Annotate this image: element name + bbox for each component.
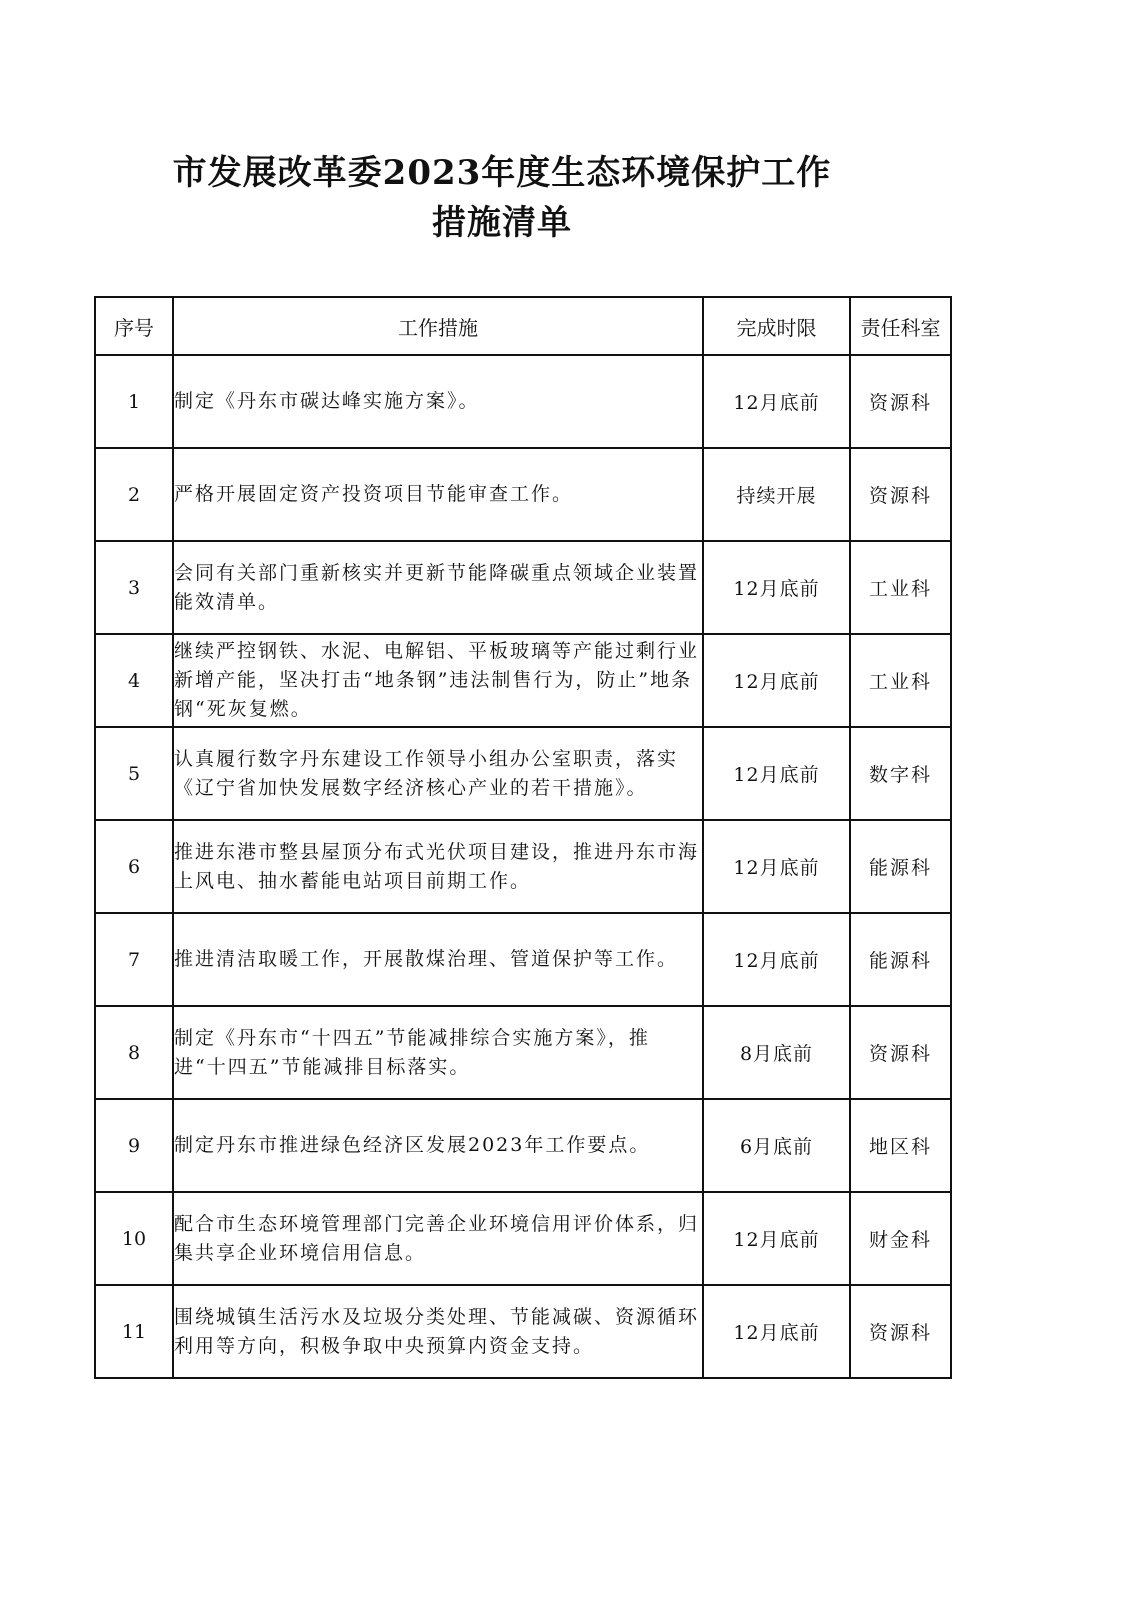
row-measure: 继续严控钢铁、水泥、电解铝、平板玻璃等产能过剩行业新增产能，坚决打击“地条钢”违法制售行为，防止”地条钢“死灰复燃。 [173,634,703,727]
table-row [95,634,951,727]
row-measure: 围绕城镇生活污水及垃圾分类处理、节能减碳、资源循环利用等方向，积极争取中央预算内资金支持。 [173,1285,703,1378]
table-row [95,820,951,913]
header-dept: 责任科室 [850,297,951,355]
table-row [95,913,951,1006]
row-num: 10 [95,1192,173,1285]
row-dept: 地区科 [850,1099,951,1192]
row-dept: 工业科 [850,634,951,727]
row-num: 6 [95,820,173,913]
row-measure: 制定丹东市推进绿色经济区发展2023年工作要点。 [173,1099,703,1192]
row-num: 2 [95,448,173,541]
row-deadline: 12月底前 [703,355,850,448]
row-measure: 制定《丹东市碳达峰实施方案》。 [173,355,703,448]
header-deadline: 完成时限 [703,297,850,355]
row-measure: 会同有关部门重新核实并更新节能降碳重点领域企业装置能效清单。 [173,541,703,634]
row-dept: 资源科 [850,448,951,541]
header-measure: 工作措施 [173,297,703,355]
row-measure: 推进东港市整县屋顶分布式光伏项目建设，推进丹东市海上风电、抽水蓄能电站项目前期工作。 [173,820,703,913]
table-row [95,1285,951,1378]
title-line-2: 措施清单 [432,203,572,243]
row-num: 1 [95,355,173,448]
row-measure: 严格开展固定资产投资项目节能审查工作。 [173,448,703,541]
row-deadline: 12月底前 [703,1192,850,1285]
table-row [95,355,951,448]
row-num: 3 [95,541,173,634]
row-dept: 资源科 [850,1285,951,1378]
row-deadline: 12月底前 [703,913,850,1006]
table-row [95,1192,951,1285]
row-deadline: 12月底前 [703,727,850,820]
row-deadline: 6月底前 [703,1099,850,1192]
row-deadline: 12月底前 [703,634,850,727]
row-dept: 能源科 [850,820,951,913]
row-dept: 能源科 [850,913,951,1006]
row-dept: 资源科 [850,1006,951,1099]
title-line-1: 市发展改革委2023年度生态环境保护工作 [172,153,832,193]
table-row [95,1099,951,1192]
row-deadline: 12月底前 [703,820,850,913]
row-deadline: 8月底前 [703,1006,850,1099]
row-num: 4 [95,634,173,727]
row-num: 5 [95,727,173,820]
row-measure: 推进清洁取暖工作，开展散煤治理、管道保护等工作。 [173,913,703,1006]
row-num: 9 [95,1099,173,1192]
document-title [0,148,1130,248]
row-deadline: 持续开展 [703,448,850,541]
row-dept: 数字科 [850,727,951,820]
table-header-row [95,297,951,355]
row-measure: 配合市生态环境管理部门完善企业环境信用评价体系，归集共享企业环境信用信息。 [173,1192,703,1285]
table-row [95,1006,951,1099]
row-num: 7 [95,913,173,1006]
row-measure: 认真履行数字丹东建设工作领导小组办公室职责，落实《辽宁省加快发展数字经济核心产业的若干措施》。 [173,727,703,820]
row-num: 11 [95,1285,173,1378]
row-measure: 制定《丹东市“十四五”节能减排综合实施方案》，推进“十四五”节能减排目标落实。 [173,1006,703,1099]
row-dept: 工业科 [850,541,951,634]
row-dept: 资源科 [850,355,951,448]
row-deadline: 12月底前 [703,541,850,634]
table-row [95,541,951,634]
row-num: 8 [95,1006,173,1099]
table-row [95,727,951,820]
row-deadline: 12月底前 [703,1285,850,1378]
table-row [95,448,951,541]
measures-table [94,296,952,1379]
header-num: 序号 [95,297,173,355]
row-dept: 财金科 [850,1192,951,1285]
